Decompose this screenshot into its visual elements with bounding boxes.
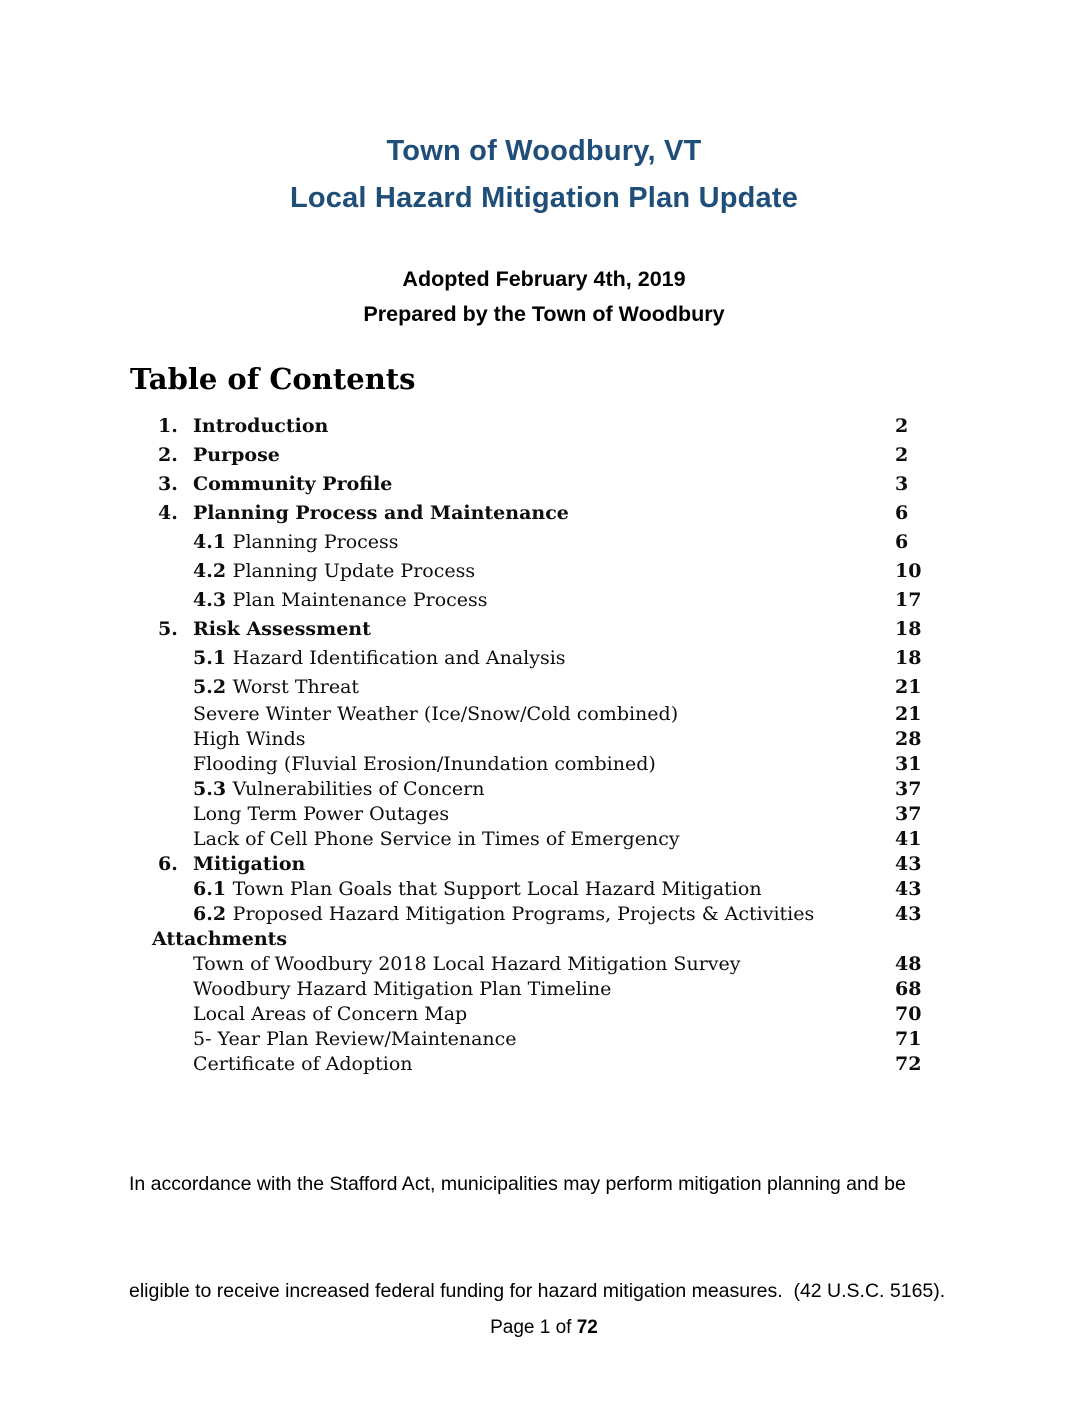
toc-entry-prefix: 6.1 [193,877,233,900]
toc-entry-label: Local Areas of Concern Map [193,1002,468,1025]
toc-entry-label: Long Term Power Outages [193,802,450,825]
toc-entry-label: Town of Woodbury 2018 Local Hazard Mitigation Survey [193,952,741,975]
document-subtitle [0,262,1088,332]
toc-entry-label: Flooding (Fluvial Erosion/Inundation combined) [193,752,656,775]
toc-entry-number: 1. [158,414,178,437]
toc-entry-page-number: 6 [895,501,909,524]
toc-entry [130,826,930,851]
toc-entry-number: 5. [158,617,178,640]
toc-entry-page-number: 21 [895,702,922,725]
page-footer-prefix: Page 1 of [490,1317,577,1338]
toc-entry [130,926,930,951]
toc-entry [130,801,930,826]
toc-entry-page-number: 2 [895,414,909,437]
toc-entry-page-number: 72 [895,1052,922,1075]
toc-entry-prefix: 5.1 [193,646,233,669]
toc-entry-label: 5- Year Plan Review/Maintenance [193,1027,517,1050]
toc-entry-label: 4.2 Planning Update Process [193,559,476,582]
toc-list [130,411,930,1076]
toc-entry-page-number: 43 [895,902,922,925]
toc-entry-page-number: 3 [895,472,909,495]
toc-entry [130,556,930,585]
toc-entry-page-number: 31 [895,752,922,775]
toc-entry-label: Risk Assessment [193,617,371,640]
toc-entry-label: Woodbury Hazard Mitigation Plan Timeline [193,977,612,1000]
toc-entry-page-number: 71 [895,1027,922,1050]
toc-entry [130,701,930,726]
toc-entry [130,527,930,556]
toc-entry-label: Planning Process and Maintenance [193,501,569,524]
toc-entry-page-number: 43 [895,852,922,875]
toc-entry-page-number: 70 [895,1002,922,1025]
paragraph-line-2: eligible to receive increased federal funding for hazard mitigation measures. (42 U.S.C. 5165). [129,1279,946,1302]
toc-entry-page-number: 18 [895,646,922,669]
toc-entry [130,1051,930,1076]
toc-entry-page-number: 17 [895,588,922,611]
toc-entry-label: Attachments [152,927,288,950]
toc-entry-page-number: 10 [895,559,922,582]
toc-entry-page-number: 2 [895,443,909,466]
toc-entry-label: Lack of Cell Phone Service in Times of Emergency [193,827,680,850]
toc-entry-label: Purpose [193,443,280,466]
toc-entry-label: Community Profile [193,472,393,495]
toc-entry [130,585,930,614]
toc-entry-prefix: 6.2 [193,902,233,925]
toc-entry-number: 3. [158,472,178,495]
toc-entry-label: High Winds [193,727,306,750]
toc-entry [130,672,930,701]
toc-entry [130,643,930,672]
toc-entry [130,440,930,469]
toc-entry-label: 6.2 Proposed Hazard Mitigation Programs, Projects & Activities [193,902,815,925]
toc-entry-label: 4.1 Planning Process [193,530,399,553]
adopted-date-line: Adopted February 4th, 2019 [402,267,686,291]
toc-entry-page-number: 18 [895,617,922,640]
page-footer-total: 72 [576,1317,598,1338]
toc-entry-page-number: 6 [895,530,909,553]
toc-entry [130,469,930,498]
toc-entry-label: 4.3 Plan Maintenance Process [193,588,488,611]
toc-entry [130,976,930,1001]
toc-entry-prefix: 4.3 [193,588,233,611]
toc-entry-page-number: 28 [895,727,922,750]
toc-entry-label: Severe Winter Weather (Ice/Snow/Cold combined) [193,702,679,725]
toc-entry-page-number: 43 [895,877,922,900]
document-title [0,128,1088,222]
toc-entry [130,614,930,643]
toc-entry-number: 4. [158,501,178,524]
toc-entry-label: Introduction [193,414,329,437]
paragraph-line-1: In accordance with the Stafford Act, municipalities may perform mitigation planning and be [129,1173,906,1195]
toc-entry [130,751,930,776]
toc-entry-prefix: 4.1 [193,530,233,553]
toc-entry [130,951,930,976]
toc-entry-label: 5.2 Worst Threat [193,675,360,698]
toc-entry [130,876,930,901]
toc-entry-label: Mitigation [193,852,306,875]
toc-entry-prefix: 5.2 [193,675,233,698]
toc-entry-page-number: 48 [895,952,922,975]
toc-entry-label: 5.1 Hazard Identification and Analysis [193,646,566,669]
toc-entry-label: 5.3 Vulnerabilities of Concern [193,777,485,800]
prepared-by-line: Prepared by the Town of Woodbury [363,302,725,326]
document-title-line1: Town of Woodbury, VT [386,135,702,167]
toc-entry [130,901,930,926]
toc-entry-number: 2. [158,443,178,466]
toc-entry-page-number: 37 [895,777,922,800]
toc-entry [130,1001,930,1026]
toc-entry-number: 6. [158,852,178,875]
toc-entry [130,498,930,527]
toc-entry [130,411,930,440]
toc-entry [130,851,930,876]
toc-entry-page-number: 68 [895,977,922,1000]
toc-entry-label: Certificate of Adoption [193,1052,413,1075]
toc-entry-label: 6.1 Town Plan Goals that Support Local Hazard Mitigation [193,877,762,900]
toc-entry-page-number: 37 [895,802,922,825]
toc-entry-page-number: 41 [895,827,922,850]
toc-entry-page-number: 21 [895,675,922,698]
document-title-line2: Local Hazard Mitigation Plan Update [289,182,799,214]
toc-entry-prefix: 5.3 [193,777,233,800]
toc-heading: Table of Contents [130,362,416,396]
page-footer [0,1317,1088,1339]
toc-entry [130,776,930,801]
toc-entry [130,1026,930,1051]
toc-entry-prefix: 4.2 [193,559,233,582]
toc-entry [130,726,930,751]
